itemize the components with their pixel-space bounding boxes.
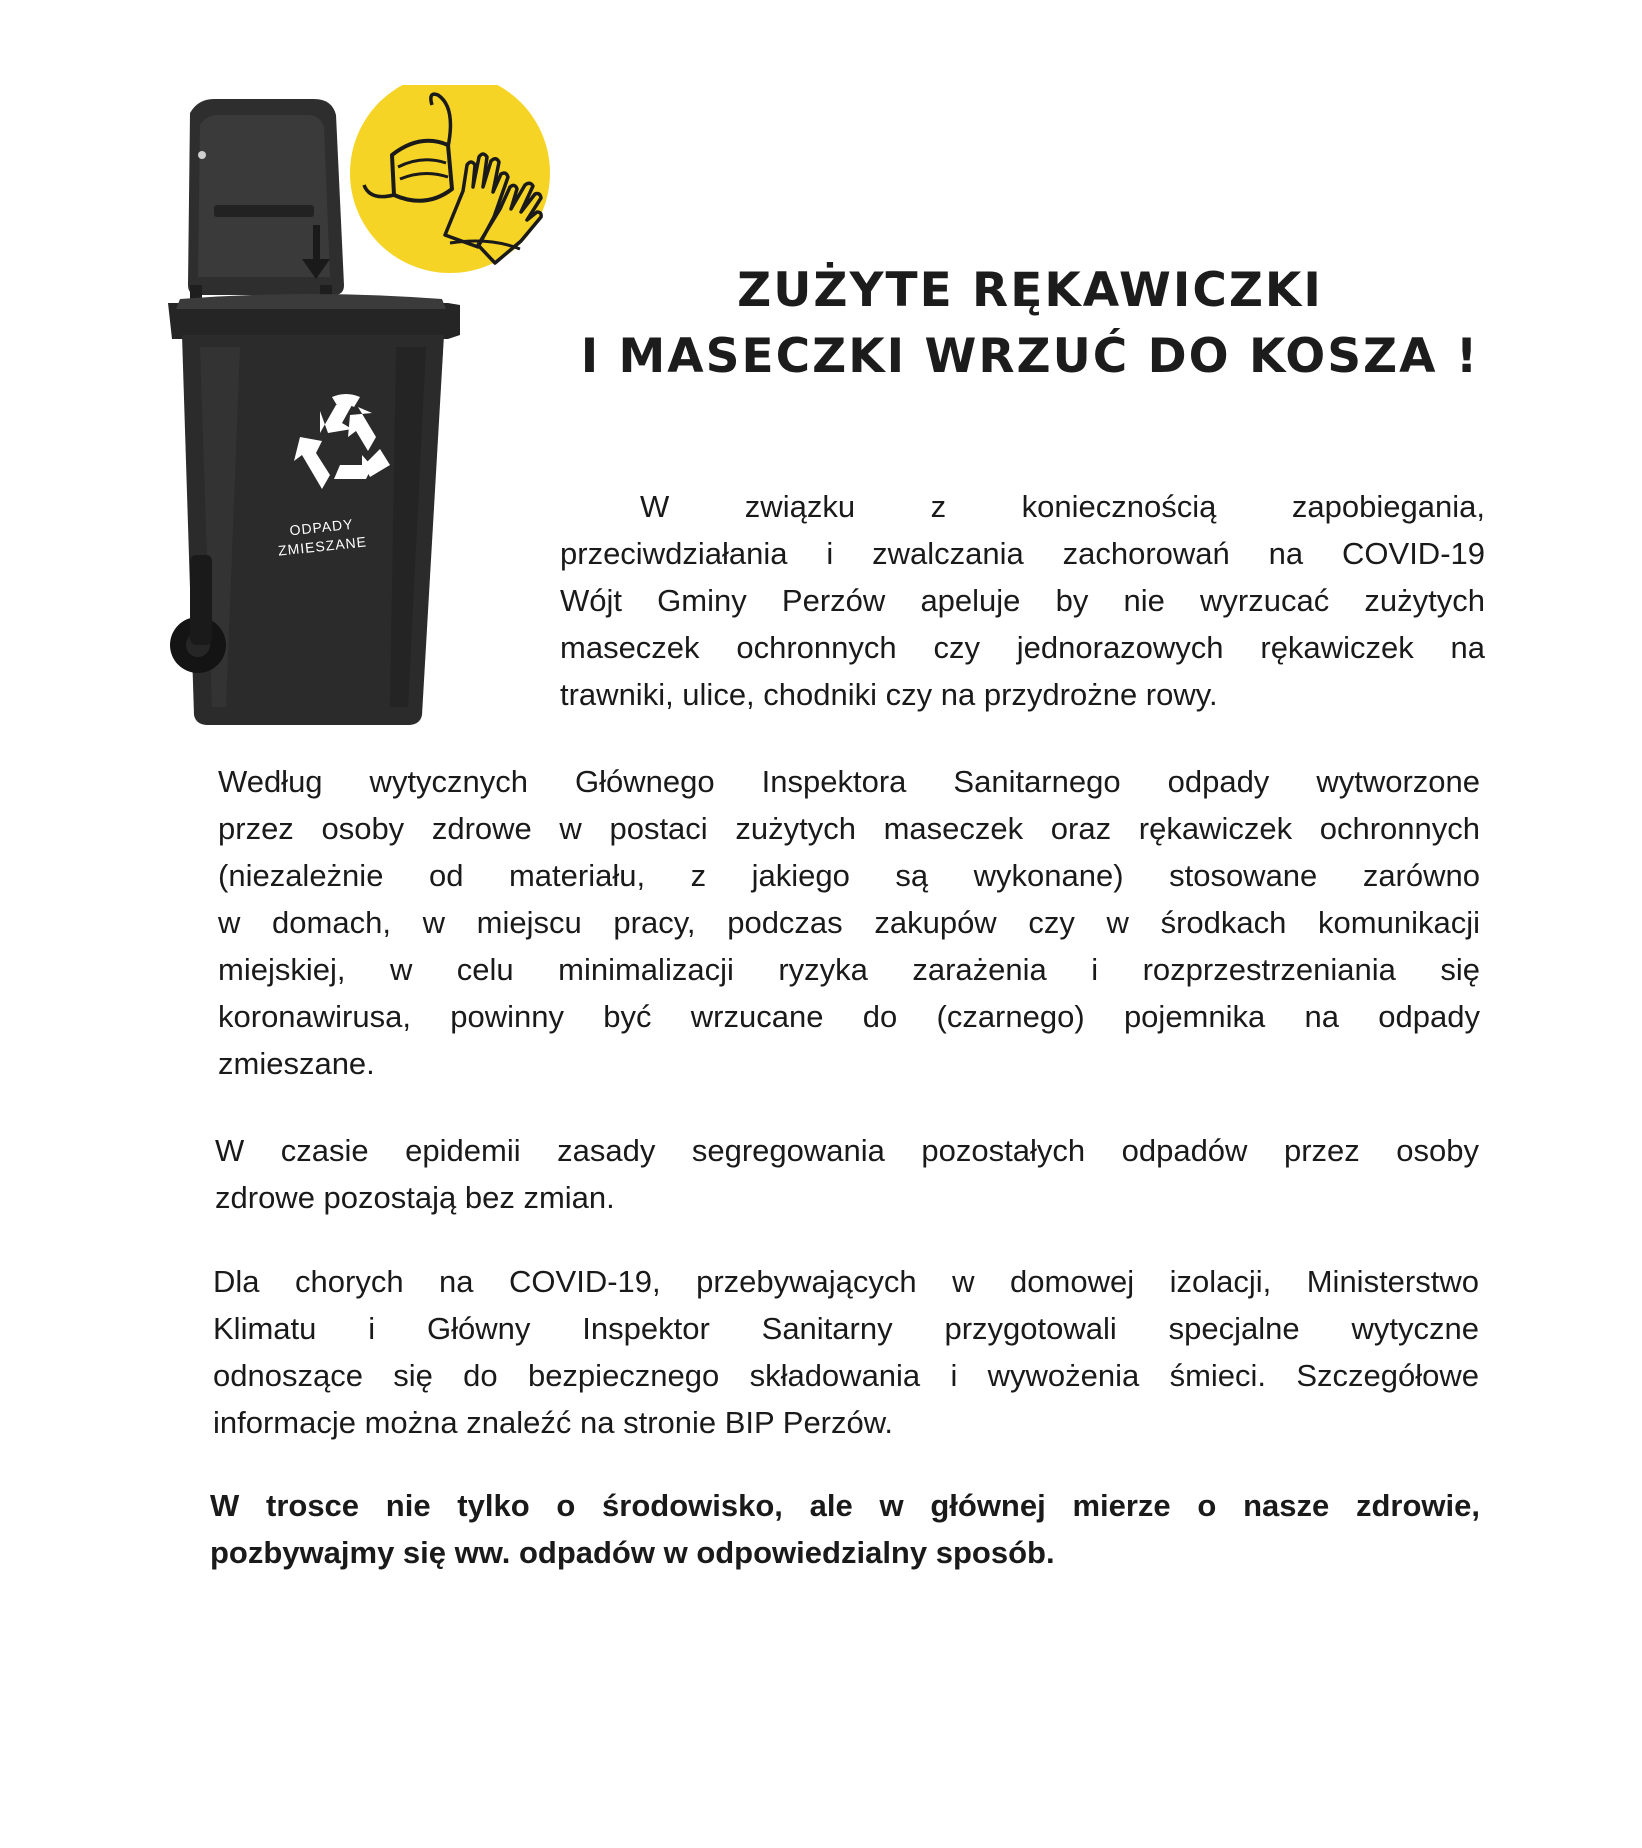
paragraph-isolation	[213, 1258, 1479, 1446]
text-line: W związku z koniecznością zapobiegania,	[640, 489, 1485, 524]
text-line: zmieszane.	[218, 1046, 375, 1081]
text-line: koronawirusa, powinny być wrzucane do (czarnego) pojemnika na odpady	[218, 999, 1480, 1034]
text-line: w domach, w miejscu pracy, podczas zakupów czy w środkach komunikacji	[218, 905, 1480, 940]
text-line: informacje można znaleźć na stronie BIP Perzów.	[213, 1405, 894, 1440]
text-line: maseczek ochronnych czy jednorazowych rękawiczek na	[560, 630, 1485, 665]
waste-bin-icon	[160, 85, 600, 725]
text-line: odnoszące się do bezpiecznego składowania i wywożenia śmieci. Szczegółowe	[213, 1358, 1479, 1393]
text-line: miejskiej, w celu minimalizacji ryzyka zarażenia i rozprzestrzeniania się	[218, 952, 1480, 987]
text-line: Klimatu i Główny Inspektor Sanitarny przygotowali specjalne wytyczne	[213, 1311, 1479, 1346]
text-line: zdrowe pozostają bez zmian.	[215, 1180, 615, 1215]
text-line: W czasie epidemii zasady segregowania pozostałych odpadów przez osoby	[215, 1133, 1479, 1168]
title-line-2: I MASECZKI WRZUĆ DO KOSZA !	[580, 329, 1480, 384]
paragraph-closing	[210, 1482, 1480, 1576]
title-line-1: ZUŻYTE RĘKAWICZKI	[737, 263, 1323, 318]
bin-label-line2: ZMIESZANE	[277, 533, 368, 559]
text-line: (niezależnie od materiału, z jakiego są wykonane) stosowane zarówno	[218, 858, 1480, 893]
text-line: przez osoby zdrowe w postaci zużytych maseczek oraz rękawiczek ochronnych	[218, 811, 1480, 846]
text-line: trawniki, ulice, chodniki czy na przydrożne rowy.	[560, 677, 1218, 712]
text-line: przeciwdziałania i zwalczania zachorowań na COVID-19	[560, 536, 1485, 571]
text-line: Według wytycznych Głównego Inspektora Sanitarnego odpady wytworzone	[218, 764, 1480, 799]
text-line: Wójt Gminy Perzów apeluje by nie wyrzucać zużytych	[560, 583, 1485, 618]
text-line: W trosce nie tylko o środowisko, ale w głównej mierze o nasze zdrowie,	[210, 1488, 1480, 1523]
paragraph-segregation	[215, 1127, 1479, 1221]
page-title	[540, 258, 1520, 390]
text-line: Dla chorych na COVID-19, przebywających w domowej izolacji, Ministerstwo	[213, 1264, 1479, 1299]
paragraph-guidelines	[218, 758, 1480, 1087]
text-line: pozbywajmy się ww. odpadów w odpowiedzialny sposób.	[210, 1535, 1055, 1570]
waste-bin-illustration	[160, 85, 600, 725]
paragraph-appeal	[560, 483, 1485, 718]
bin-label-line1: ODPADY	[288, 515, 355, 539]
mask-gloves-icon	[350, 85, 550, 273]
